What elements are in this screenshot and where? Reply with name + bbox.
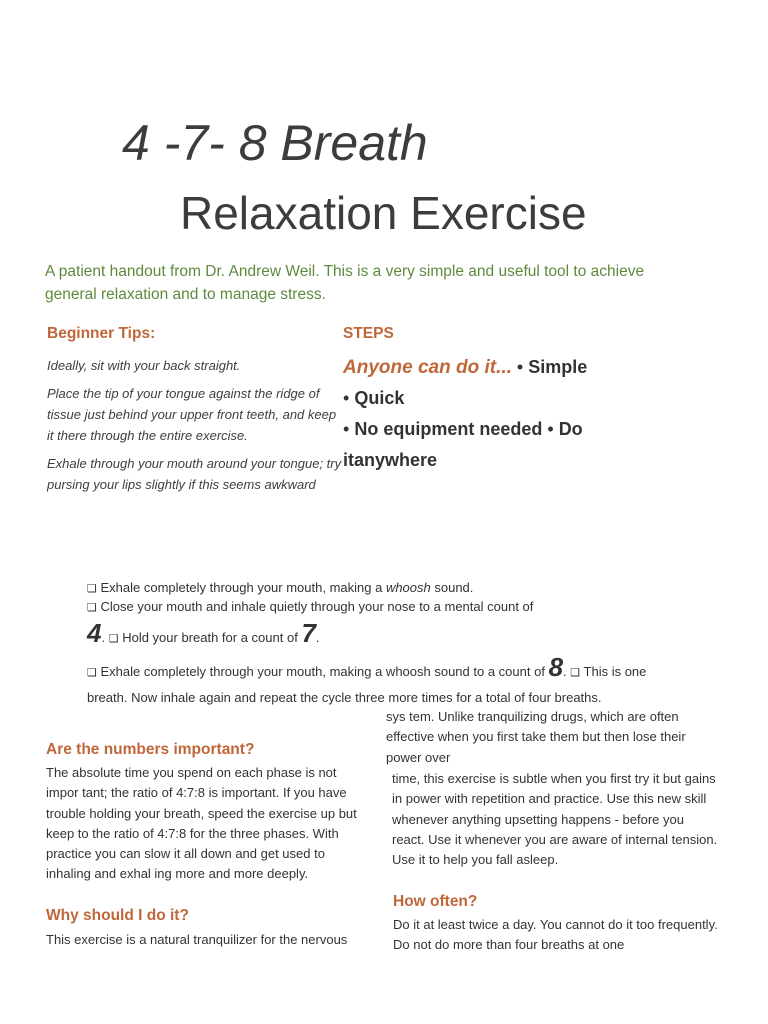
feature-no-equipment: No equipment needed bbox=[354, 419, 543, 439]
bullet-icon: • bbox=[516, 357, 524, 377]
step-item bbox=[87, 579, 727, 598]
checkbox-icon: ❑ bbox=[108, 633, 119, 645]
numbers-text: The absolute time you spend on each phase is not impor tant; the ratio of 4:7:8 is important. If you have trouble holding your breath, speed the exercise up but keep to the ratio of 4:7:8 for the three phases. With practice you can slow it all down and get used to inhaling and exhal ing more and more deeply. bbox=[46, 765, 357, 882]
how-often-text: Do it at least twice a day. You cannot do it too frequently. Do not do more than four breaths at one bbox=[393, 917, 718, 953]
count-seven: 7 bbox=[301, 618, 316, 648]
features-line-2 bbox=[343, 383, 673, 414]
why-heading: Why should I do it? bbox=[46, 907, 189, 924]
intro-text: A patient handout from Dr. Andrew Weil. This is a very simple and useful tool to achieve general relaxation and to manage stress. bbox=[45, 263, 645, 303]
beginner-tips-heading: Beginner Tips: bbox=[47, 325, 156, 342]
numbers-heading: Are the numbers important? bbox=[46, 741, 255, 758]
step-text: sound. bbox=[430, 580, 474, 595]
checkbox-icon: ❑ bbox=[87, 583, 97, 595]
step-text: Exhale completely through your mouth, making a whoosh sound to a count of bbox=[100, 664, 545, 679]
step-emphasis: whoosh bbox=[385, 580, 431, 595]
tip-item: Ideally, sit with your back straight. bbox=[47, 358, 241, 373]
checkbox-icon: ❑ bbox=[87, 667, 97, 679]
feature-anywhere: itanywhere bbox=[343, 450, 438, 470]
step-text: Hold your breath for a count of bbox=[122, 630, 298, 645]
step-text: Exhale completely through your mouth, making a bbox=[100, 580, 386, 595]
count-four: 4 bbox=[87, 618, 102, 648]
step-item: 4. ❑ Hold your breath for a count of 7. bbox=[87, 618, 320, 648]
bullet-icon: • bbox=[547, 419, 554, 439]
bullet-icon: • bbox=[343, 388, 350, 408]
tip-item: Place the tip of your tongue against the ridge of tissue just behind your upper front teeth, and keep it there through the entire exercise. bbox=[47, 386, 337, 443]
step-text: This is one bbox=[583, 664, 647, 679]
features-line-1 bbox=[343, 352, 673, 383]
step-text: breath. Now inhale again and repeat the cycle three more times for a total of four breaths. bbox=[87, 690, 602, 705]
why-text-b: sys tem. Unlike tranquilizing drugs, which are often effective when you first take them but then lose their power over bbox=[386, 709, 686, 765]
features-list bbox=[343, 352, 673, 476]
step-item bbox=[87, 598, 727, 617]
why-text-c: time, this exercise is subtle when you first try it but gains in power with repetition and practice. Use this new skill whenever anything upsetting happens - before you react. Use it whenever you are aware of internal tension. Use it to help you fall asleep. bbox=[392, 771, 718, 868]
beginner-tips-list bbox=[47, 355, 342, 502]
count-eight: 8 bbox=[548, 652, 564, 682]
tip-item: Exhale through your mouth around your tongue; try pursing your lips slightly if this seems awkward bbox=[47, 456, 342, 492]
step-item bbox=[87, 689, 727, 707]
feature-simple: Simple bbox=[528, 357, 588, 377]
checkbox-icon: ❑ bbox=[87, 602, 97, 614]
checkbox-icon: ❑ bbox=[570, 667, 581, 679]
feature-quick: Quick bbox=[354, 388, 405, 408]
page-title: 4 -7- 8 Breath bbox=[122, 115, 428, 171]
step-item: ❑ Exhale completely through your mouth, making a whoosh sound to a count of 8. ❑ This is one bbox=[87, 652, 647, 682]
feature-do: Do bbox=[558, 419, 583, 439]
steps-list bbox=[87, 579, 727, 707]
how-often-heading: How often? bbox=[393, 893, 478, 910]
why-text-a: This exercise is a natural tranquilizer for the nervous bbox=[46, 932, 348, 947]
features-line-3 bbox=[343, 414, 673, 445]
anyone-can-do-it: Anyone can do it... bbox=[343, 357, 512, 378]
features-line-4 bbox=[343, 445, 673, 476]
page-subtitle: Relaxation Exercise bbox=[180, 187, 587, 239]
bullet-icon: • bbox=[343, 419, 350, 439]
steps-heading: STEPS bbox=[343, 325, 394, 342]
step-text: Close your mouth and inhale quietly through your nose to a mental count of bbox=[100, 599, 534, 614]
